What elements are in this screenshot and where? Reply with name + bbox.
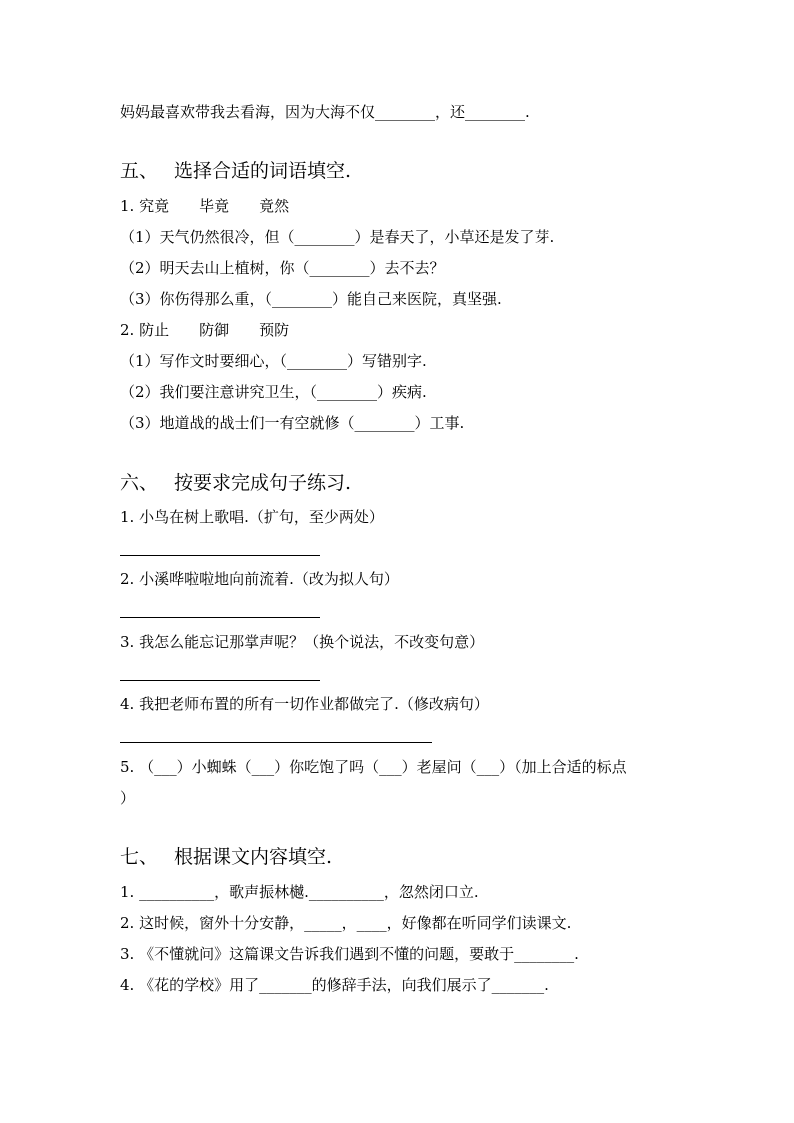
question-1-item-1: （1）天气仍然很冷，但（________）是春天了，小草还是发了芽.: [120, 228, 555, 246]
sentence-exercise-1: 1. 小鸟在树上歌唱.（扩句，至少两处）: [120, 508, 384, 526]
sentence-exercise-5: 5. （___）小蜘蛛（___）你吃饱了吗（___）老屋问（___）（加上合适的标点: [120, 758, 627, 776]
sentence-exercise-4: 4. 我把老师布置的所有一切作业都做完了.（修改病句）: [120, 695, 489, 713]
sentence-exercise-3: 3. 我怎么能忘记那掌声呢？（换个说法，不改变句意）: [120, 633, 485, 651]
section-5-title: 选择合适的词语填空.: [174, 160, 352, 182]
question-1-item-3: （3）你伤得那么重，（________）能自己来医院，真坚强.: [120, 290, 502, 308]
section-6-title: 按要求完成句子练习.: [174, 472, 352, 494]
text-fill-3: 3. 《不懂就问》这篇课文告诉我们遇到不懂的问题，要敢于________.: [120, 945, 579, 963]
section-7-heading: [120, 845, 332, 869]
answer-line-1[interactable]: [120, 555, 320, 556]
section-7-title: 根据课文内容填空.: [174, 846, 333, 868]
sentence-exercise-5-continued: ）: [120, 789, 136, 807]
text-fill-1: 1. __________，歌声振林樾.__________，忽然闭口立.: [120, 883, 479, 901]
text-fill-2: 2. 这时候，窗外十分安静，_____，____，好像都在听同学们读课文.: [120, 914, 572, 932]
sentence-exercise-2: 2. 小溪哗啦啦地向前流着.（改为拟人句）: [120, 570, 399, 588]
question-1-word-choices: 1. 究竟 毕竟 竟然: [120, 197, 290, 215]
answer-line-4[interactable]: [120, 742, 432, 743]
answer-line-3[interactable]: [120, 680, 320, 681]
intro-line: 妈妈最喜欢带我去看海，因为大海不仅________，还________.: [120, 103, 530, 121]
section-5-heading: [120, 159, 351, 183]
section-7-number: 七、: [120, 846, 159, 868]
section-5-number: 五、: [120, 160, 159, 182]
question-2-item-1: （1）写作文时要细心，（________）写错别字.: [120, 352, 427, 370]
question-2-item-3: （3）地道战的战士们一有空就修（________）工事.: [120, 414, 465, 432]
question-2-word-choices: 2. 防止 防御 预防: [120, 321, 290, 339]
section-6-heading: [120, 471, 351, 495]
answer-line-2[interactable]: [120, 617, 320, 618]
text-fill-4: 4. 《花的学校》用了_______的修辞手法，向我们展示了_______.: [120, 976, 549, 994]
section-6-number: 六、: [120, 472, 159, 494]
question-2-item-2: （2）我们要注意讲究卫生，（________）疾病.: [120, 383, 427, 401]
question-1-item-2: （2）明天去山上植树，你（________）去不去？: [120, 259, 445, 277]
